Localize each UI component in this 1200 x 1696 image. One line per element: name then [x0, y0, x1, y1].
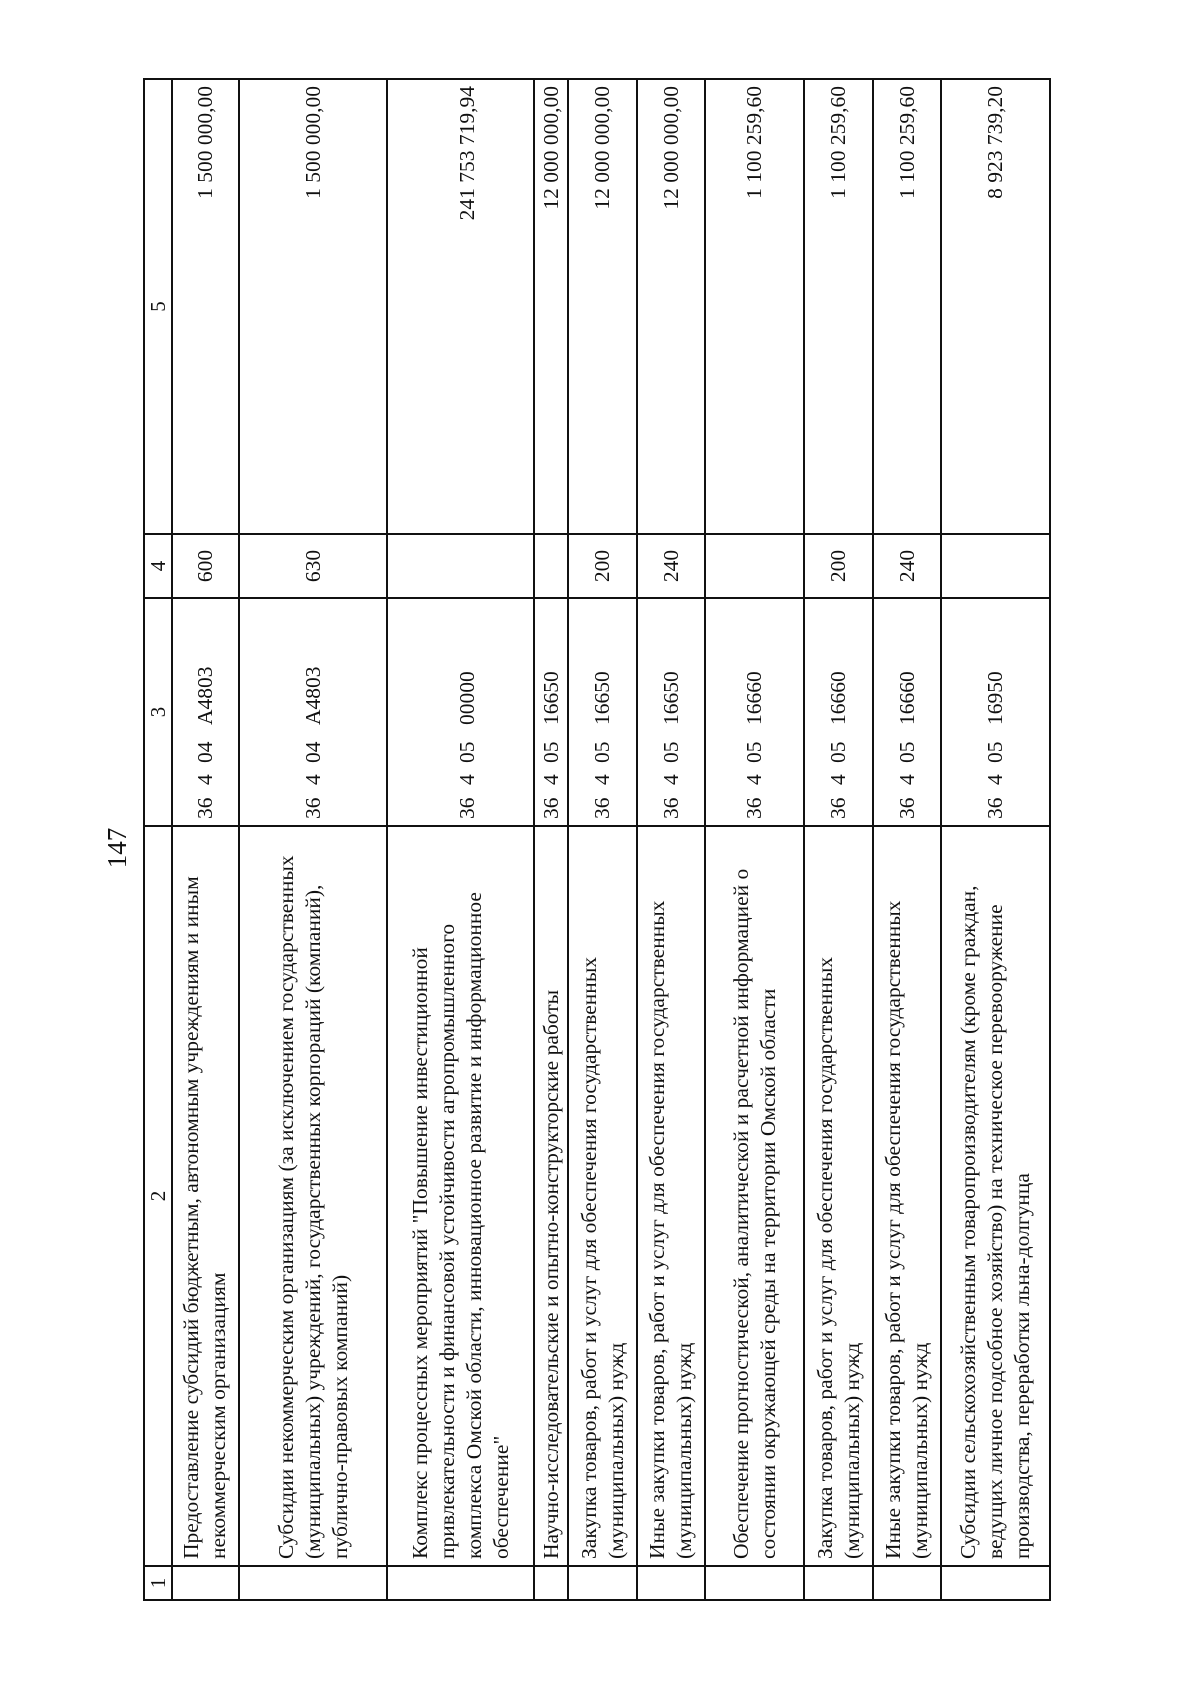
table-row	[534, 79, 568, 1600]
cell-target-code	[534, 598, 568, 826]
code-subprogram: 05	[658, 741, 683, 763]
cell-expense-type: 240	[873, 534, 941, 598]
page-number: 147	[102, 827, 132, 869]
cell-expense-type: 600	[172, 534, 239, 598]
cell-expense-type: 200	[568, 534, 637, 598]
cell-name: Закупка товаров, работ и услуг для обеспечения государственных (муниципальных) нужд	[804, 826, 873, 1566]
code-subprogram: 04	[300, 741, 325, 763]
code-type: 4	[826, 774, 851, 785]
cell-amount: 12 000 000,00	[568, 79, 637, 534]
cell-amount: 241 753 719,94	[387, 79, 534, 534]
cell-expense-type	[705, 534, 804, 598]
cell-target-code	[568, 598, 637, 826]
cell-amount: 1 100 259,60	[873, 79, 941, 534]
code-program: 36	[826, 797, 851, 819]
code-program: 36	[658, 797, 683, 819]
table-row	[804, 79, 873, 1600]
code-direction: 00000	[455, 671, 480, 725]
cell-target-code	[873, 598, 941, 826]
code-direction: 16950	[983, 671, 1008, 725]
budget-table-rotated	[143, 80, 1051, 1601]
table-row	[873, 79, 941, 1600]
table-row	[239, 79, 388, 1600]
header-col-1: 1	[144, 1566, 172, 1600]
table-row	[387, 79, 534, 1600]
cell-amount: 1 100 259,60	[705, 79, 804, 534]
cell-target-code	[172, 598, 239, 826]
code-subprogram: 04	[192, 741, 217, 763]
cell-name: Субсидии сельскохозяйственным товаропроизводителям (кроме граждан, ведущих личное подсобное хозяйство) на техническое перевооружение производства, переработки льна-долгунца	[941, 826, 1050, 1566]
cell-col-1	[637, 1566, 705, 1600]
code-type: 4	[192, 774, 217, 785]
code-program: 36	[538, 797, 563, 819]
code-subprogram: 05	[894, 741, 919, 763]
cell-expense-type	[941, 534, 1050, 598]
cell-expense-type	[534, 534, 568, 598]
code-direction: А4803	[192, 666, 217, 725]
cell-name: Обеспечение прогностической, аналитической и расчетной информацией о состоянии окружающей среды на территории Омской области	[705, 826, 804, 1566]
cell-target-code	[637, 598, 705, 826]
cell-col-1	[568, 1566, 637, 1600]
cell-name: Закупка товаров, работ и услуг для обеспечения государственных (муниципальных) нужд	[568, 826, 637, 1566]
cell-target-code	[387, 598, 534, 826]
cell-name: Субсидии некоммерческим организациям (за исключением государственных (муниципальных) учреждений, государственных корпораций (компаний), публично-правовых компаний)	[239, 826, 388, 1566]
code-subprogram: 05	[826, 741, 851, 763]
code-direction: 16660	[894, 671, 919, 725]
cell-col-1	[804, 1566, 873, 1600]
header-col-3: 3	[144, 598, 172, 826]
cell-col-1	[873, 1566, 941, 1600]
code-program: 36	[300, 797, 325, 819]
table-row	[637, 79, 705, 1600]
code-direction: А4803	[300, 666, 325, 725]
code-type: 4	[300, 774, 325, 785]
code-program: 36	[192, 797, 217, 819]
code-program: 36	[894, 797, 919, 819]
cell-name: Иные закупки товаров, работ и услуг для обеспечения государственных (муниципальных) нужд	[873, 826, 941, 1566]
header-col-2: 2	[144, 826, 172, 1566]
cell-col-1	[172, 1566, 239, 1600]
cell-target-code	[804, 598, 873, 826]
header-col-5: 5	[144, 79, 172, 534]
table-row	[705, 79, 804, 1600]
code-program: 36	[455, 797, 480, 819]
cell-amount: 1 500 000,00	[239, 79, 388, 534]
cell-name: Научно-исследовательские и опытно-конструкторские работы	[534, 826, 568, 1566]
cell-col-1	[705, 1566, 804, 1600]
code-subprogram: 05	[742, 741, 767, 763]
cell-name: Иные закупки товаров, работ и услуг для обеспечения государственных (муниципальных) нужд	[637, 826, 705, 1566]
cell-amount: 12 000 000,00	[637, 79, 705, 534]
cell-target-code	[239, 598, 388, 826]
cell-col-1	[239, 1566, 388, 1600]
cell-expense-type	[387, 534, 534, 598]
code-type: 4	[894, 774, 919, 785]
cell-col-1	[387, 1566, 534, 1600]
cell-target-code	[705, 598, 804, 826]
table-row	[568, 79, 637, 1600]
code-direction: 16650	[538, 671, 563, 725]
cell-expense-type: 240	[637, 534, 705, 598]
code-type: 4	[538, 774, 563, 785]
code-type: 4	[658, 774, 683, 785]
code-subprogram: 05	[590, 741, 615, 763]
code-direction: 16650	[590, 671, 615, 725]
cell-amount: 8 923 739,20	[941, 79, 1050, 534]
code-subprogram: 05	[455, 741, 480, 763]
code-program: 36	[590, 797, 615, 819]
cell-target-code	[941, 598, 1050, 826]
code-type: 4	[455, 774, 480, 785]
code-program: 36	[742, 797, 767, 819]
cell-expense-type: 630	[239, 534, 388, 598]
code-subprogram: 05	[983, 741, 1008, 763]
code-program: 36	[983, 797, 1008, 819]
header-col-4: 4	[144, 534, 172, 598]
cell-amount: 12 000 000,00	[534, 79, 568, 534]
table-row	[172, 79, 239, 1600]
code-direction: 16650	[658, 671, 683, 725]
code-direction: 16660	[826, 671, 851, 725]
code-type: 4	[590, 774, 615, 785]
table-row	[941, 79, 1050, 1600]
code-type: 4	[983, 774, 1008, 785]
cell-col-1	[534, 1566, 568, 1600]
budget-table	[143, 78, 1051, 1601]
code-subprogram: 05	[538, 741, 563, 763]
cell-amount: 1 500 000,00	[172, 79, 239, 534]
code-type: 4	[742, 774, 767, 785]
header-row	[144, 79, 172, 1600]
cell-name: Комплекс процессных мероприятий "Повышение инвестиционной привлекательности и финансовой устойчивости агропромышленного комплекса Омской области, инновационное развитие и информационное обеспечение"	[387, 826, 534, 1566]
cell-expense-type: 200	[804, 534, 873, 598]
cell-col-1	[941, 1566, 1050, 1600]
cell-name: Предоставление субсидий бюджетным, автономным учреждениям и иным некоммерческим организациям	[172, 826, 239, 1566]
cell-amount: 1 100 259,60	[804, 79, 873, 534]
code-direction: 16660	[742, 671, 767, 725]
